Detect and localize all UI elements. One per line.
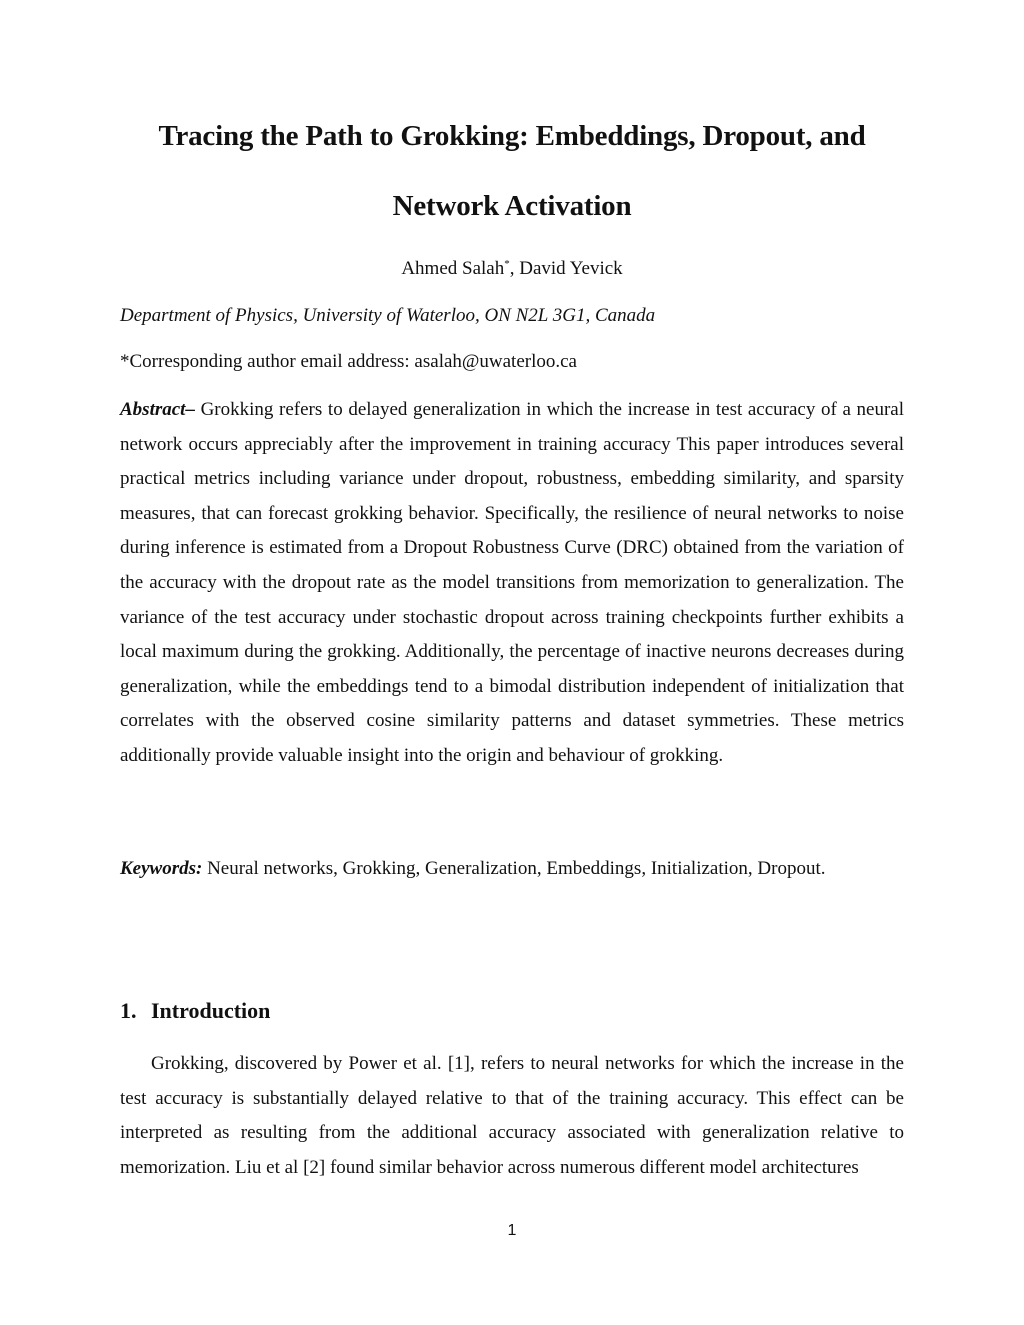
author-name: Ahmed Salah [401, 258, 505, 279]
page-number: 1 [507, 1222, 517, 1239]
abstract-text: Grokking refers to delayed generalization in which the increase in test accuracy of a neural network occurs appreciably after the improvement in training accuracy This paper introduces several practical metrics including variance under dropout, robustness, embedding similarity, and sparsity measures, that can forecast grokking behavior. Specifically, the resilience of neural networks to noise during inference is estimated from a Dropout Robustness Curve (DRC) obtained from the variation of the accuracy with the dropout rate as the model transitions from memorization to generalization. The variance of the test accuracy under stochastic dropout across training checkpoints further exhibits a local maximum during the grokking. Additionally, the percentage of inactive neurons decreases during generalization, while the embeddings tend to a bimodal distribution independent of initialization that correlates with the observed cosine similarity patterns and dataset symmetries. These metrics additionally provide valuable insight into the origin and behaviour of grokking. [120, 399, 904, 766]
section-title: Introduction [151, 998, 271, 1023]
section-heading-introduction [120, 998, 270, 1024]
corresponding-author-email: *Corresponding author email address: asalah@uwaterloo.ca [120, 351, 577, 372]
abstract-label: Abstract– [120, 399, 195, 420]
paper-title-line-2: Network Activation [392, 190, 632, 222]
body-paragraph: Grokking, discovered by Power et al. [1], refers to neural networks for which the increase in the test accuracy is substantially delayed relative to that of the training accuracy. This effect can be interpreted as resulting from the additional accuracy associated with generalization relative to memorization. Liu et al [2] found similar behavior across numerous different model architectures [120, 1053, 904, 1178]
keywords-label: Keywords: [120, 858, 203, 879]
paper-title-line-1: Tracing the Path to Grokking: Embeddings, Dropout, and [158, 120, 866, 152]
author-name: , David Yevick [509, 258, 623, 279]
keywords-text: Neural networks, Grokking, Generalization, Embeddings, Initialization, Dropout. [202, 858, 826, 879]
author-affiliation: Department of Physics, University of Waterloo, ON N2L 3G1, Canada [120, 305, 656, 326]
abstract [120, 393, 904, 774]
author-list [0, 258, 1024, 280]
keywords [120, 858, 825, 880]
section-number: 1. [120, 998, 137, 1023]
corresponding-author-marker: * [504, 258, 510, 270]
